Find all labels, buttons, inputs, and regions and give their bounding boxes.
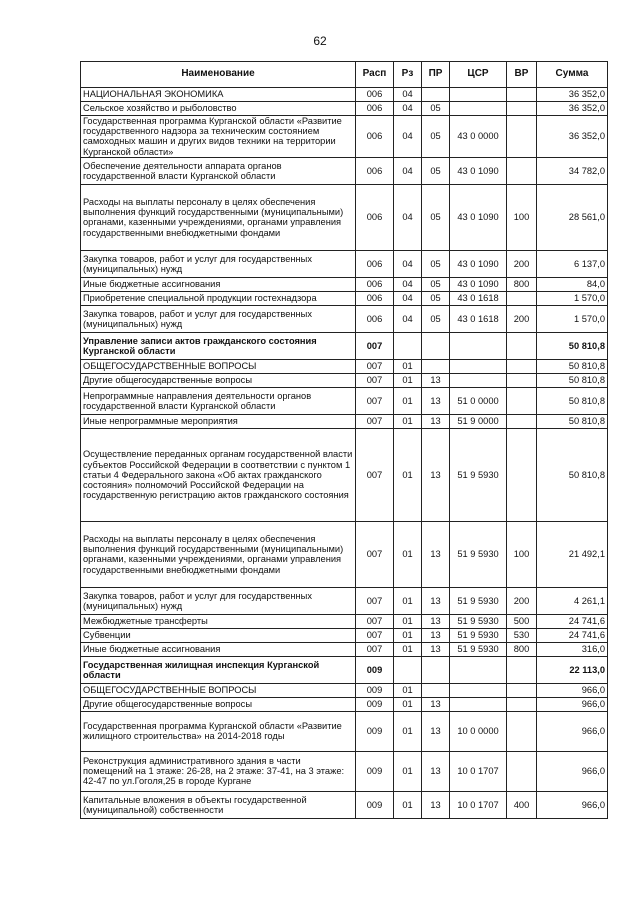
table-row <box>81 683 608 697</box>
cell-rasp: 006 <box>356 277 394 291</box>
table-row <box>81 277 608 291</box>
cell-csr <box>450 88 507 102</box>
cell-sum: 4 261,1 <box>537 587 608 614</box>
cell-csr: 43 0 1090 <box>450 157 507 184</box>
cell-name: Закупка товаров, работ и услуг для государственных (муниципальных) нужд <box>81 587 356 614</box>
cell-name: Государственная жилищная инспекция Курганской области <box>81 656 356 683</box>
table-row <box>81 116 608 158</box>
cell-pr: 13 <box>422 587 450 614</box>
table-row <box>81 414 608 428</box>
cell-sum: 36 352,0 <box>537 116 608 158</box>
cell-rasp: 007 <box>356 628 394 642</box>
cell-vr <box>507 387 537 414</box>
cell-rz: 01 <box>394 521 422 587</box>
cell-pr: 13 <box>422 791 450 818</box>
cell-name: Закупка товаров, работ и услуг для государственных (муниципальных) нужд <box>81 250 356 277</box>
cell-csr <box>450 359 507 373</box>
cell-vr <box>507 157 537 184</box>
cell-name: ОБЩЕГОСУДАРСТВЕННЫЕ ВОПРОСЫ <box>81 683 356 697</box>
budget-table <box>80 61 608 819</box>
cell-rz: 01 <box>394 711 422 751</box>
cell-vr <box>507 428 537 521</box>
cell-sum: 966,0 <box>537 751 608 791</box>
cell-vr: 530 <box>507 628 537 642</box>
cell-name: Приобретение специальной продукции гостехнадзора <box>81 291 356 305</box>
cell-name: Государственная программа Курганской области «Развитие государственного надзора за техническим состоянием самоходных машин и других видов техники на территории Курганской области» <box>81 116 356 158</box>
cell-rz: 01 <box>394 751 422 791</box>
table-row <box>81 305 608 332</box>
cell-sum: 84,0 <box>537 277 608 291</box>
cell-rz: 01 <box>394 642 422 656</box>
table-row <box>81 387 608 414</box>
column-header-sum: Сумма <box>537 62 608 88</box>
cell-sum: 22 113,0 <box>537 656 608 683</box>
cell-csr <box>450 656 507 683</box>
cell-rasp: 006 <box>356 184 394 250</box>
cell-csr: 51 9 5930 <box>450 428 507 521</box>
cell-name: НАЦИОНАЛЬНАЯ ЭКОНОМИКА <box>81 88 356 102</box>
cell-pr <box>422 656 450 683</box>
cell-vr <box>507 751 537 791</box>
table-row <box>81 521 608 587</box>
cell-rz <box>394 656 422 683</box>
table-row <box>81 697 608 711</box>
cell-csr: 51 9 5930 <box>450 587 507 614</box>
table-body <box>81 88 608 819</box>
table-row <box>81 751 608 791</box>
cell-sum: 21 492,1 <box>537 521 608 587</box>
cell-rz: 04 <box>394 102 422 116</box>
cell-sum: 28 561,0 <box>537 184 608 250</box>
cell-vr <box>507 332 537 359</box>
cell-vr: 800 <box>507 642 537 656</box>
table-row <box>81 359 608 373</box>
cell-pr <box>422 332 450 359</box>
cell-name: Межбюджетные трансферты <box>81 614 356 628</box>
cell-rz: 04 <box>394 291 422 305</box>
cell-rasp: 009 <box>356 751 394 791</box>
cell-sum: 50 810,8 <box>537 332 608 359</box>
cell-pr: 05 <box>422 277 450 291</box>
cell-rz: 01 <box>394 683 422 697</box>
table-row <box>81 250 608 277</box>
cell-rz <box>394 332 422 359</box>
cell-rasp: 006 <box>356 88 394 102</box>
cell-rasp: 007 <box>356 359 394 373</box>
cell-vr: 200 <box>507 305 537 332</box>
cell-rasp: 009 <box>356 697 394 711</box>
cell-csr <box>450 697 507 711</box>
cell-sum: 966,0 <box>537 697 608 711</box>
cell-name: Капитальные вложения в объекты государственной (муниципальной) собственности <box>81 791 356 818</box>
cell-csr: 43 0 1090 <box>450 277 507 291</box>
cell-sum: 966,0 <box>537 683 608 697</box>
cell-name: Управление записи актов гражданского состояния Курганской области <box>81 332 356 359</box>
cell-rasp: 007 <box>356 587 394 614</box>
cell-rasp: 006 <box>356 102 394 116</box>
cell-csr: 51 9 5930 <box>450 614 507 628</box>
cell-vr: 200 <box>507 250 537 277</box>
cell-rz: 04 <box>394 88 422 102</box>
cell-name: Другие общегосударственные вопросы <box>81 697 356 711</box>
cell-sum: 966,0 <box>537 791 608 818</box>
table-row <box>81 614 608 628</box>
cell-csr: 10 0 1707 <box>450 791 507 818</box>
table-row <box>81 102 608 116</box>
table-row <box>81 88 608 102</box>
cell-rasp: 007 <box>356 332 394 359</box>
cell-rz: 04 <box>394 250 422 277</box>
cell-sum: 50 810,8 <box>537 414 608 428</box>
cell-csr <box>450 102 507 116</box>
cell-rasp: 009 <box>356 711 394 751</box>
table-row <box>81 332 608 359</box>
cell-sum: 50 810,8 <box>537 387 608 414</box>
cell-csr: 43 0 1618 <box>450 291 507 305</box>
table-row <box>81 157 608 184</box>
table-row <box>81 711 608 751</box>
cell-rasp: 009 <box>356 656 394 683</box>
cell-name: ОБЩЕГОСУДАРСТВЕННЫЕ ВОПРОСЫ <box>81 359 356 373</box>
cell-name: Субвенции <box>81 628 356 642</box>
cell-sum: 1 570,0 <box>537 291 608 305</box>
cell-rasp: 007 <box>356 387 394 414</box>
cell-csr <box>450 332 507 359</box>
cell-vr <box>507 116 537 158</box>
cell-csr: 43 0 1090 <box>450 184 507 250</box>
column-header-name: Наименование <box>81 62 356 88</box>
cell-name: Осуществление переданных органам государственной власти субъектов Российской Федерации в соответствии с пунктом 1 статьи 4 Федерального закона «Об актах гражданского состояния» полномочий Российской Федерации на государственную регистрацию актов гражданского состояния <box>81 428 356 521</box>
cell-csr: 51 0 0000 <box>450 387 507 414</box>
cell-sum: 966,0 <box>537 711 608 751</box>
cell-rasp: 007 <box>356 614 394 628</box>
table-row <box>81 791 608 818</box>
cell-rasp: 009 <box>356 683 394 697</box>
cell-sum: 34 782,0 <box>537 157 608 184</box>
cell-rasp: 006 <box>356 157 394 184</box>
cell-rasp: 006 <box>356 291 394 305</box>
cell-rz: 01 <box>394 614 422 628</box>
cell-sum: 50 810,8 <box>537 359 608 373</box>
cell-vr <box>507 88 537 102</box>
cell-rasp: 007 <box>356 373 394 387</box>
cell-csr <box>450 683 507 697</box>
cell-rasp: 007 <box>356 414 394 428</box>
cell-vr: 100 <box>507 521 537 587</box>
cell-csr: 43 0 0000 <box>450 116 507 158</box>
cell-rz: 01 <box>394 387 422 414</box>
cell-pr: 13 <box>422 428 450 521</box>
page-number: 62 <box>313 34 327 48</box>
cell-rz: 04 <box>394 116 422 158</box>
cell-pr: 05 <box>422 184 450 250</box>
cell-name: Расходы на выплаты персоналу в целях обеспечения выполнения функций государственными (муниципальными) органами, казенными учреждениями, органами управления государственными внебюджетными фондами <box>81 521 356 587</box>
cell-pr: 05 <box>422 102 450 116</box>
table-row <box>81 373 608 387</box>
cell-rz: 01 <box>394 428 422 521</box>
cell-vr <box>507 359 537 373</box>
cell-pr <box>422 359 450 373</box>
table-row <box>81 291 608 305</box>
cell-name: Иные бюджетные ассигнования <box>81 277 356 291</box>
cell-rz: 01 <box>394 373 422 387</box>
cell-csr: 10 0 0000 <box>450 711 507 751</box>
cell-name: Расходы на выплаты персоналу в целях обеспечения выполнения функций государственными (муниципальными) органами, казенными учреждениями, органами управления государственными внебюджетными фондами <box>81 184 356 250</box>
cell-pr <box>422 683 450 697</box>
cell-vr <box>507 711 537 751</box>
cell-csr: 51 9 5930 <box>450 521 507 587</box>
column-header-vr: ВР <box>507 62 537 88</box>
column-header-rasp: Расп <box>356 62 394 88</box>
cell-vr <box>507 373 537 387</box>
cell-name: Государственная программа Курганской области «Развитие жилищного строительства» на 2014-2018 годы <box>81 711 356 751</box>
cell-csr <box>450 373 507 387</box>
cell-sum: 36 352,0 <box>537 88 608 102</box>
cell-rasp: 009 <box>356 791 394 818</box>
table-row <box>81 642 608 656</box>
cell-pr: 13 <box>422 642 450 656</box>
cell-rasp: 007 <box>356 642 394 656</box>
cell-vr <box>507 102 537 116</box>
cell-rz: 01 <box>394 791 422 818</box>
cell-sum: 24 741,6 <box>537 614 608 628</box>
cell-vr <box>507 656 537 683</box>
cell-name: Реконструкция административного здания в части помещений на 1 этаже: 26-28, на 2 этаже: 37-41, на 3 этаже: 42-47 по ул.Гоголя,25 в городе Кургане <box>81 751 356 791</box>
cell-rz: 01 <box>394 359 422 373</box>
cell-pr: 13 <box>422 711 450 751</box>
cell-name: Другие общегосударственные вопросы <box>81 373 356 387</box>
cell-pr: 13 <box>422 751 450 791</box>
cell-rz: 04 <box>394 184 422 250</box>
cell-pr: 13 <box>422 387 450 414</box>
table-row <box>81 428 608 521</box>
column-header-rz: Рз <box>394 62 422 88</box>
cell-rasp: 006 <box>356 250 394 277</box>
cell-rz: 04 <box>394 277 422 291</box>
cell-pr <box>422 88 450 102</box>
cell-pr: 13 <box>422 521 450 587</box>
cell-vr <box>507 683 537 697</box>
cell-csr: 51 9 5930 <box>450 642 507 656</box>
cell-name: Непрограммные направления деятельности органов государственной власти Курганской области <box>81 387 356 414</box>
cell-pr: 05 <box>422 291 450 305</box>
cell-rasp: 006 <box>356 305 394 332</box>
cell-csr: 51 9 5930 <box>450 628 507 642</box>
cell-name: Иные бюджетные ассигнования <box>81 642 356 656</box>
column-header-csr: ЦСР <box>450 62 507 88</box>
cell-sum: 36 352,0 <box>537 102 608 116</box>
cell-csr: 43 0 1090 <box>450 250 507 277</box>
cell-rz: 01 <box>394 628 422 642</box>
cell-sum: 24 741,6 <box>537 628 608 642</box>
cell-sum: 316,0 <box>537 642 608 656</box>
cell-vr: 100 <box>507 184 537 250</box>
cell-vr: 200 <box>507 587 537 614</box>
table-row <box>81 587 608 614</box>
cell-name: Обеспечение деятельности аппарата органов государственной власти Курганской области <box>81 157 356 184</box>
cell-vr: 500 <box>507 614 537 628</box>
cell-vr: 800 <box>507 277 537 291</box>
cell-sum: 1 570,0 <box>537 305 608 332</box>
cell-pr: 13 <box>422 373 450 387</box>
cell-csr: 43 0 1618 <box>450 305 507 332</box>
cell-rz: 01 <box>394 697 422 711</box>
cell-vr: 400 <box>507 791 537 818</box>
cell-vr <box>507 697 537 711</box>
cell-name: Сельское хозяйство и рыболовство <box>81 102 356 116</box>
cell-pr: 05 <box>422 116 450 158</box>
column-header-pr: ПР <box>422 62 450 88</box>
cell-pr: 05 <box>422 250 450 277</box>
cell-pr: 05 <box>422 157 450 184</box>
cell-rasp: 007 <box>356 428 394 521</box>
table-row <box>81 656 608 683</box>
cell-rz: 04 <box>394 157 422 184</box>
cell-csr: 51 9 0000 <box>450 414 507 428</box>
cell-rasp: 007 <box>356 521 394 587</box>
table-row <box>81 184 608 250</box>
cell-rasp: 006 <box>356 116 394 158</box>
cell-pr: 13 <box>422 628 450 642</box>
cell-pr: 13 <box>422 697 450 711</box>
table-header-row <box>81 62 608 88</box>
cell-vr <box>507 291 537 305</box>
cell-pr: 13 <box>422 414 450 428</box>
cell-pr: 05 <box>422 305 450 332</box>
cell-sum: 50 810,8 <box>537 428 608 521</box>
cell-rz: 01 <box>394 414 422 428</box>
cell-rz: 01 <box>394 587 422 614</box>
table-row <box>81 628 608 642</box>
cell-sum: 6 137,0 <box>537 250 608 277</box>
cell-name: Иные непрограммные мероприятия <box>81 414 356 428</box>
cell-sum: 50 810,8 <box>537 373 608 387</box>
cell-vr <box>507 414 537 428</box>
cell-rz: 04 <box>394 305 422 332</box>
cell-pr: 13 <box>422 614 450 628</box>
cell-csr: 10 0 1707 <box>450 751 507 791</box>
cell-name: Закупка товаров, работ и услуг для государственных (муниципальных) нужд <box>81 305 356 332</box>
